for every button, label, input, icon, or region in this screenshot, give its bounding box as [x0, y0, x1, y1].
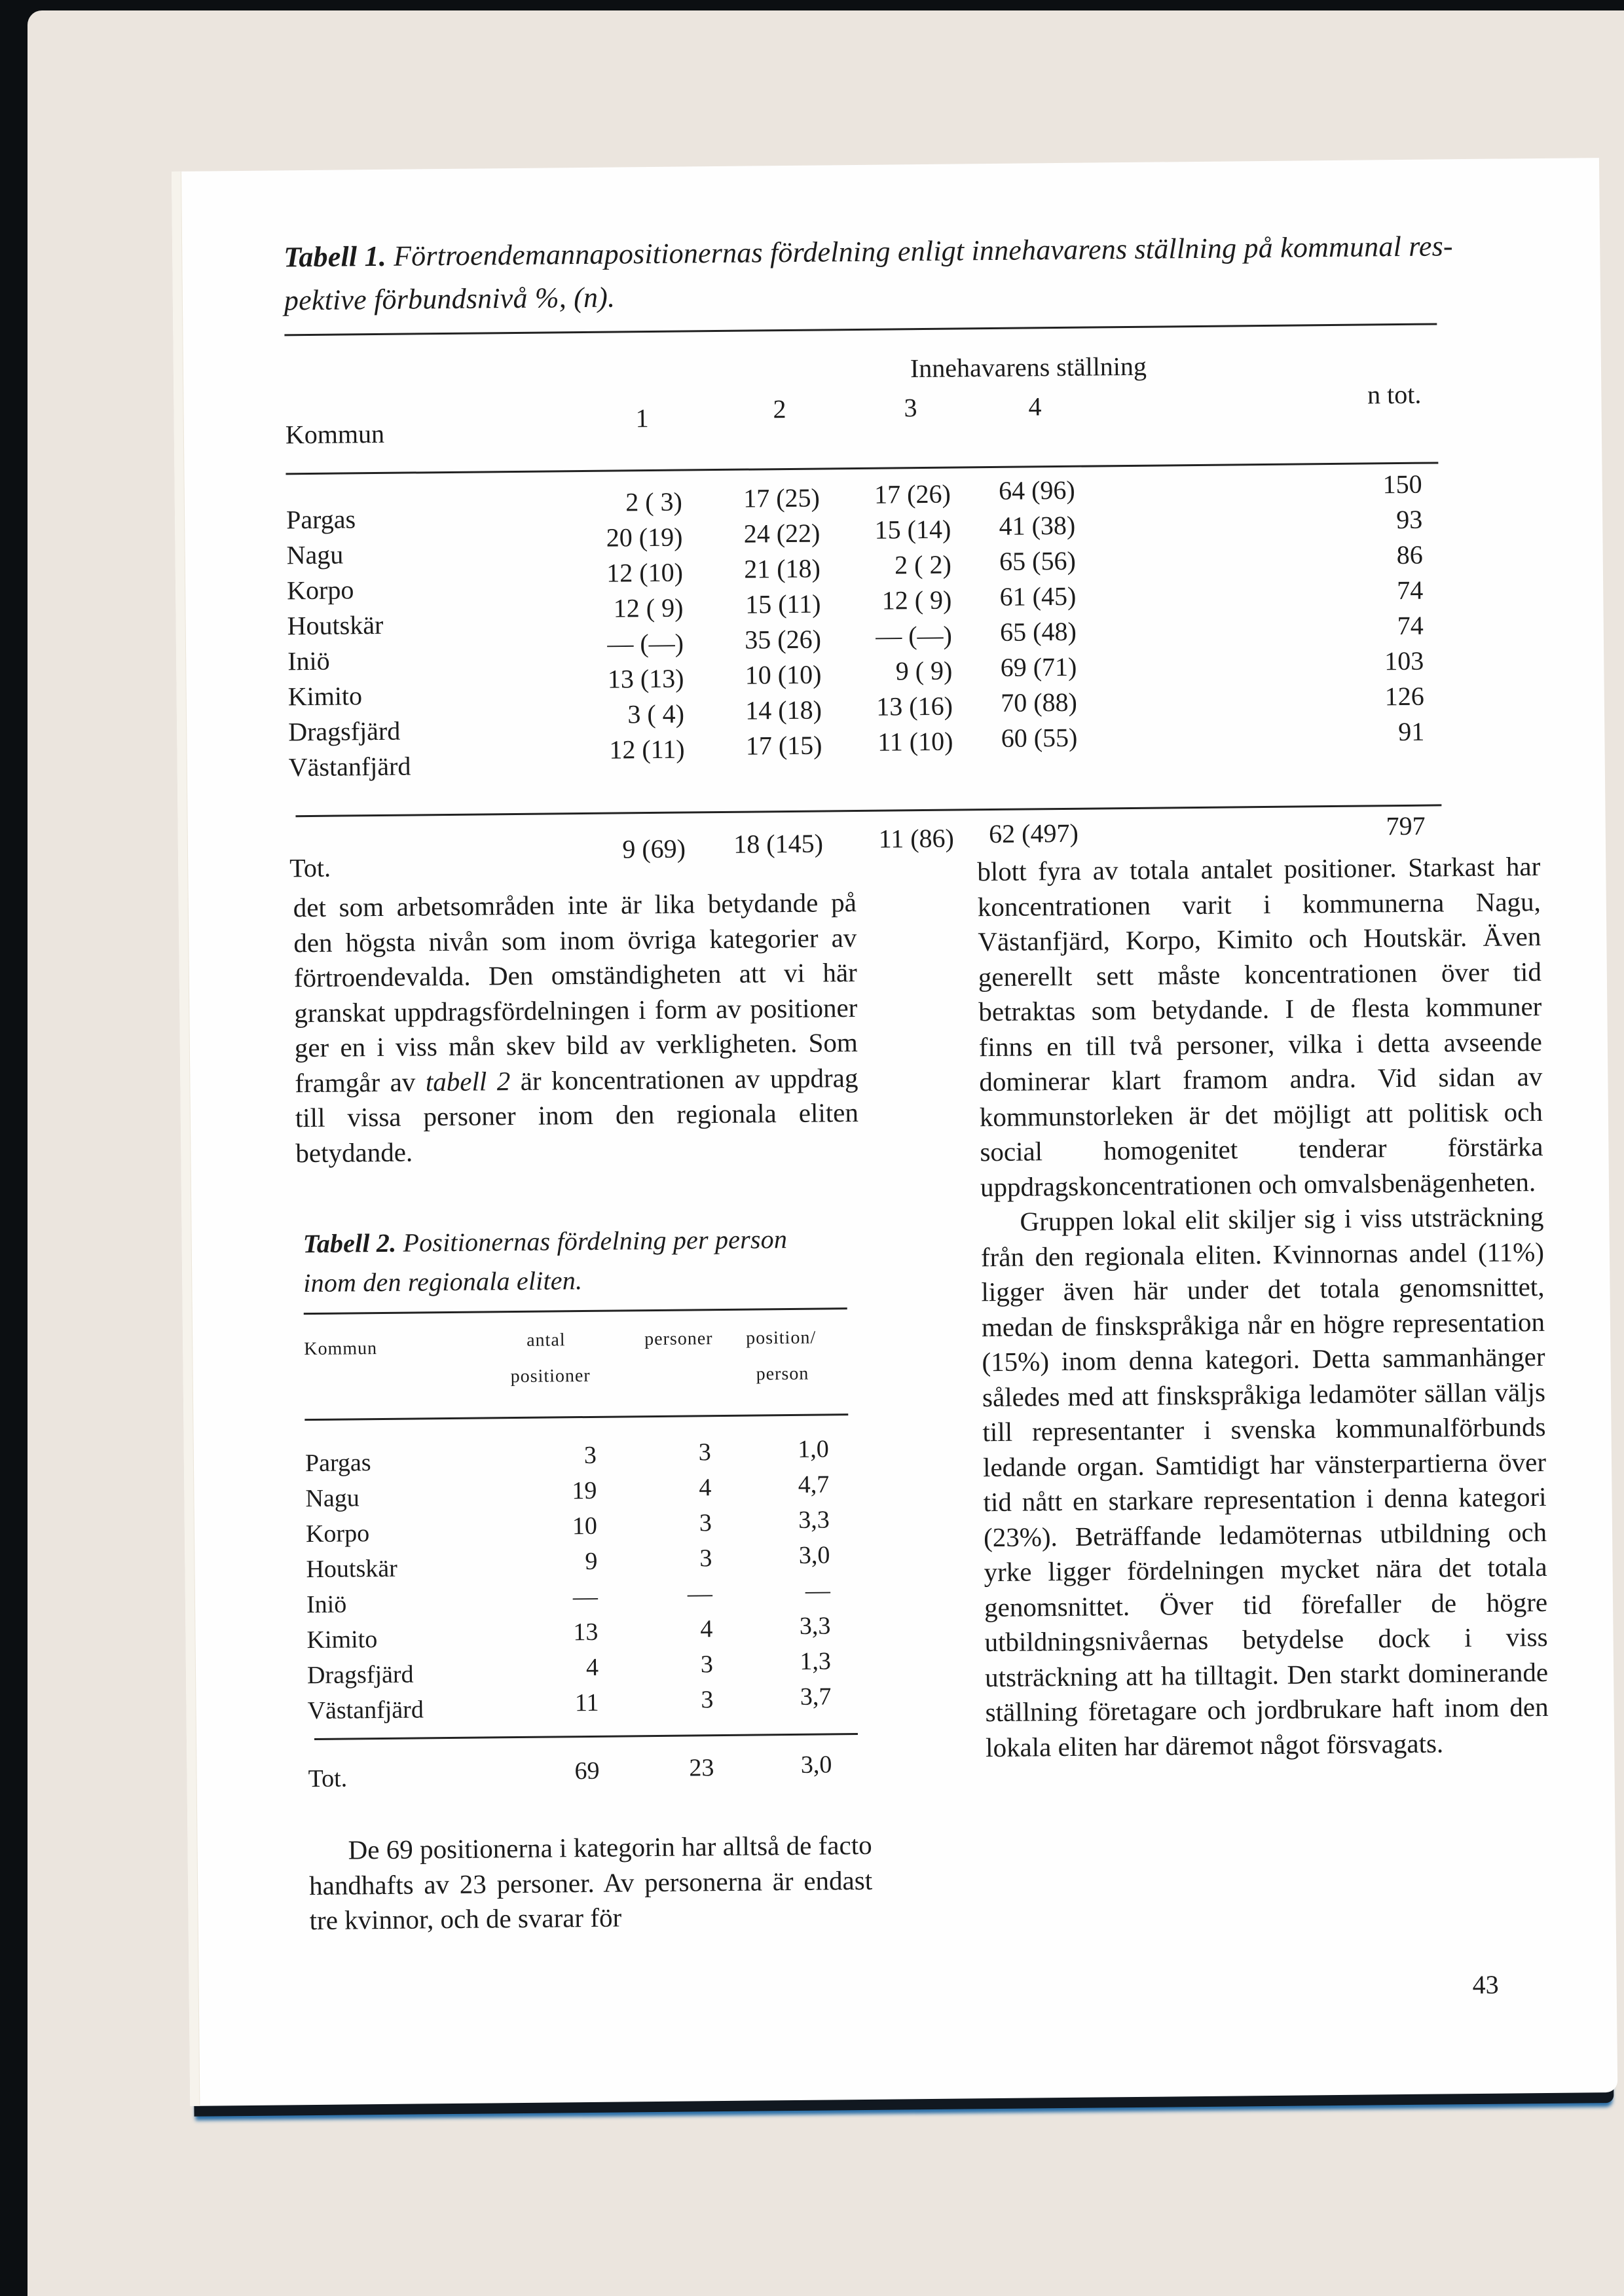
- table1-value-cell: 12 ( 9): [881, 585, 952, 615]
- table2-ratio-cell: 3,0: [798, 1541, 830, 1569]
- table2-antal-cell: —: [572, 1582, 599, 1611]
- table2-reference: tabell 2: [425, 1065, 511, 1097]
- table1-value-cell: 13 (13): [607, 663, 684, 694]
- table2-kommun-cell: Dragsfjärd: [306, 1660, 414, 1690]
- table1-value-cell: 74: [1397, 575, 1424, 606]
- table1-value-cell: 21 (18): [744, 553, 821, 584]
- table2-ratio-cell: 1,3: [800, 1647, 832, 1675]
- table1-column-header: n tot.: [1367, 379, 1422, 410]
- table2-kommun-cell: Nagu: [305, 1484, 360, 1513]
- table1-value-cell: 17 (15): [745, 730, 822, 761]
- table1-value-cell: 150: [1382, 469, 1422, 500]
- table1-total-cell: 11 (86): [878, 823, 955, 854]
- table1-kommun-cell: Iniö: [287, 646, 330, 676]
- table1-caption: [284, 224, 1568, 323]
- table1-value-cell: 2 ( 3): [625, 486, 683, 517]
- table2-personer-cell: 3: [699, 1509, 712, 1537]
- table2-kommun-cell: Kimito: [306, 1626, 378, 1654]
- table1-column-header: 2: [773, 394, 786, 424]
- table1-total-cell: 797: [1386, 811, 1426, 841]
- table1-value-cell: 17 (26): [874, 479, 951, 509]
- table1-value-cell: 65 (48): [999, 616, 1077, 647]
- table2-top-rule: [304, 1307, 847, 1315]
- table2-total-ratio: 3,0: [800, 1751, 832, 1779]
- book-page: [172, 158, 1617, 2106]
- table1-value-cell: 35 (26): [745, 624, 822, 655]
- table1-kommun-cell: Pargas: [286, 504, 356, 535]
- table2-header-personer: personer: [644, 1328, 713, 1350]
- table2-caption-text: Positionernas fördelning per person: [403, 1224, 788, 1258]
- table1-value-cell: 93: [1395, 504, 1423, 535]
- table2-ratio-cell: 4,7: [798, 1470, 830, 1499]
- table2-antal-cell: 11: [574, 1688, 599, 1717]
- table1-value-cell: 15 (11): [745, 589, 821, 619]
- table1-value-cell: 91: [1398, 716, 1425, 747]
- table1-value-cell: 14 (18): [745, 695, 822, 725]
- table1-value-cell: 2 ( 2): [894, 549, 952, 580]
- table1-value-cell: 17 (25): [743, 483, 821, 513]
- table1-caption-line2: pektive förbundsnivå %, (n).: [284, 281, 616, 317]
- table1-value-cell: 41 (38): [999, 510, 1076, 541]
- table2-antal-cell: 3: [583, 1441, 597, 1470]
- table2-kommun-cell: Houtskär: [306, 1554, 398, 1584]
- table1-kommun-cell: Kimito: [287, 681, 363, 712]
- right-column-text: [977, 849, 1549, 1765]
- table1-top-rule: [284, 323, 1437, 336]
- table2-total-personer: 23: [689, 1754, 714, 1782]
- left-paragraph-1: [293, 885, 859, 1171]
- table1-total-rule: [295, 804, 1441, 817]
- table2-ratio-cell: 1,0: [798, 1435, 829, 1463]
- table2-kommun-cell: Västanfjärd: [307, 1696, 424, 1725]
- table1-value-cell: 126: [1384, 681, 1424, 712]
- table2-personer-cell: 3: [698, 1438, 712, 1467]
- table1-value-cell: 86: [1396, 539, 1423, 570]
- table2-kommun-cell: Iniö: [306, 1590, 347, 1619]
- table2-header-positioner: positioner: [510, 1365, 591, 1387]
- table1-kommun-cell: Korpo: [286, 575, 354, 606]
- table1-value-cell: 24 (22): [743, 518, 821, 549]
- page-number: 43: [1472, 1969, 1499, 2000]
- table1-column-header: 4: [1028, 392, 1042, 422]
- right-paragraph-2: Gruppen lokal elit skiljer sig i viss utsträckning från den regionala eliten. Kvinnornas andel (11%) ligger även här under det totala genomsnittet, medan de finskspråkiga når en högre representation (15%) inom denna kategori. Detta sammanhänger således med att finskspråkiga ledamöter sällan väljs till representanter i svenska kommunalförbunds ledande organ. Samtidigt har vänsterpartierna över tid nått en starkare representation i denna kategori (23%). Beträffande ledamöternas utbildning och yrke ligger fördelningen mycket nära det totala genomsnittet. Över tid förefaller de högre utbildningsnivåernas betydelse dock i viss utsträckning att ha tilltagit. Den starkt dominerande ställning företagare och jordbrukare haft inom den lokala eliten har däremot något försvagats.: [980, 1201, 1549, 1762]
- table1-kommun-cell: Västanfjärd: [288, 751, 411, 782]
- table1-kommun-cell: Nagu: [286, 539, 344, 570]
- table1-row-header: Kommun: [285, 418, 385, 450]
- table2-caption-line1: [303, 1219, 866, 1264]
- table1-total-cell: 9 (69): [622, 833, 686, 864]
- table2-ratio-cell: 3,3: [798, 1506, 830, 1534]
- table1-value-cell: 70 (88): [1000, 687, 1078, 718]
- table2-personer-cell: 4: [699, 1474, 712, 1502]
- table1-value-cell: 61 (45): [999, 581, 1077, 611]
- table1-value-cell: — (—): [607, 628, 684, 659]
- left-column-text: [293, 885, 859, 1171]
- table2-personer-cell: 3: [699, 1544, 712, 1573]
- left-column-text-2: [308, 1828, 873, 1939]
- table2: [304, 1307, 858, 1823]
- table2-antal-cell: 10: [572, 1512, 598, 1540]
- left-paragraph-1-text: det som arbetsområden inte är lika betydande på den högsta nivån som inom övriga kategorier av förtroendevalda. Den omständigheten att vi här granskat uppdragsfördelningen i form av positioner ger en i viss mån skev bild av verkligheten. Som framgår av: [293, 887, 858, 1098]
- table1-kommun-cell: Dragsfjärd: [288, 716, 401, 747]
- table1-value-cell: — (—): [876, 620, 953, 651]
- table1-value-cell: 11 (10): [877, 726, 953, 757]
- left-paragraph-1-end: är koncentrationen av uppdrag till vissa personer inom den regionala eliten betydande.: [295, 1062, 859, 1168]
- table1-value-cell: 74: [1397, 610, 1424, 641]
- table2-total-antal: 69: [574, 1757, 600, 1785]
- table2-ratio-cell: 3,7: [800, 1683, 832, 1711]
- table2-ratio-cell: —: [805, 1576, 831, 1605]
- table1-value-cell: 15 (14): [874, 514, 951, 545]
- left-paragraph-2: De 69 positionerna i kategorin har alltså de facto handhafts av 23 personer. Av personerna är endast tre kvinnor, och de svarar för: [308, 1829, 873, 1936]
- table1-value-cell: 9 ( 9): [895, 655, 953, 686]
- table2-total-label: Tot.: [308, 1764, 348, 1793]
- table1-value-cell: 10 (10): [745, 659, 822, 690]
- table2-header-position: position/: [745, 1327, 817, 1349]
- table2-antal-cell: 9: [585, 1547, 598, 1576]
- table1-value-cell: 12 (11): [609, 734, 685, 765]
- table1-column-header: 1: [635, 403, 649, 433]
- table1-kommun-cell: Houtskär: [287, 610, 384, 641]
- table1-value-cell: 103: [1384, 646, 1424, 676]
- table1-value-cell: 12 ( 9): [613, 592, 684, 623]
- table1-column-header: 3: [904, 393, 917, 423]
- table1: [284, 322, 1573, 883]
- table2-kommun-cell: Korpo: [305, 1520, 370, 1548]
- table1-value-cell: 64 (96): [998, 475, 1075, 505]
- table2-antal-cell: 13: [573, 1618, 599, 1647]
- table1-value-cell: 12 (10): [606, 557, 684, 588]
- table2-caption: [303, 1219, 866, 1303]
- table2-antal-cell: 19: [572, 1476, 597, 1505]
- table2-kommun-cell: Pargas: [304, 1449, 371, 1478]
- table1-value-cell: 3 ( 4): [627, 699, 685, 729]
- table1-value-cell: 69 (71): [1000, 651, 1077, 682]
- table2-header-rule: [304, 1413, 848, 1421]
- table1-value-cell: 60 (55): [1001, 722, 1078, 753]
- table2-personer-cell: 3: [701, 1686, 714, 1714]
- right-paragraph-1: blott fyra av totala antalet positioner. Starkast har koncentrationen varit i kommunerna Nagu, Västanfjärd, Korpo, Kimito och Houtskär. Även generellt sett måste koncentrationen över tid betraktas som betydande. I de flesta kommuner finns en till två personer, vilka i detta avseende dominerar klart framom andra. Vid sidan av kommunstorleken är det möjligt att politisk och social homogenitet tenderar förstärka uppdragskoncentrationen och omvalsbenägenheten.: [977, 850, 1543, 1202]
- table2-personer-cell: 3: [700, 1650, 714, 1679]
- table1-header-rule: [286, 462, 1438, 475]
- table2-header-person: person: [756, 1363, 809, 1385]
- table1-total-cell: 18 (145): [733, 828, 824, 859]
- table1-caption-text: Förtroendemannapositionernas fördelning enligt innehavarens ställning på kommunal res-: [393, 230, 1454, 272]
- table2-caption-line2: inom den regionala eliten.: [303, 1266, 583, 1298]
- table1-total-label: Tot.: [289, 852, 331, 883]
- table2-total-rule: [314, 1733, 858, 1740]
- table1-value-cell: 65 (56): [999, 545, 1076, 576]
- table2-header-antal: antal: [526, 1330, 566, 1351]
- table2-personer-cell: —: [687, 1580, 713, 1608]
- table2-label: Tabell 2.: [303, 1228, 397, 1259]
- table1-value-cell: 20 (19): [606, 522, 683, 553]
- table2-header-kommun: Kommun: [304, 1338, 378, 1360]
- table1-label: Tabell 1.: [284, 240, 387, 274]
- table1-value-cell: 13 (16): [876, 691, 953, 721]
- table2-antal-cell: 4: [585, 1653, 599, 1682]
- table2-ratio-cell: 3,3: [799, 1612, 831, 1640]
- table1-group-header: Innehavarens ställning: [910, 351, 1147, 384]
- table2-personer-cell: 4: [700, 1615, 713, 1643]
- table1-total-cell: 62 (497): [988, 818, 1079, 849]
